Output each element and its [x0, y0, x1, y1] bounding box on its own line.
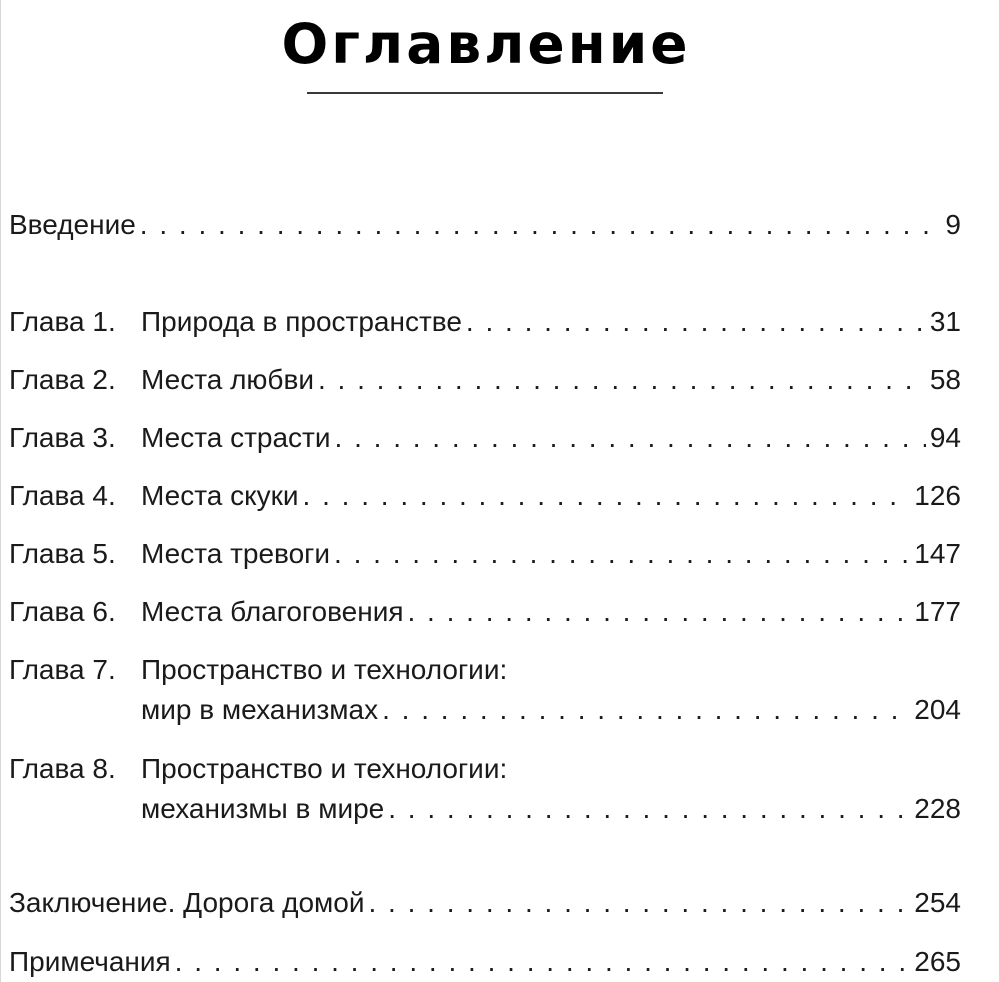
page-title: Оглавление	[281, 12, 691, 76]
toc-entry-chapter-label: Глава 7.	[9, 654, 116, 685]
dot-leader	[318, 360, 926, 400]
toc-entry-chapter-7[interactable]	[9, 650, 961, 690]
toc-entry-chapter-4[interactable]	[9, 476, 961, 516]
toc-entry-title: Места скуки	[141, 480, 299, 511]
toc-entry-notes[interactable]	[9, 942, 961, 982]
toc-entry-title: Места страсти	[141, 422, 331, 453]
dot-leader	[408, 592, 911, 632]
toc-entry-title: Заключение. Дорога домой	[9, 887, 365, 918]
toc-entry-chapter-label: Глава 4.	[9, 480, 116, 511]
toc-entry-introduction[interactable]	[9, 205, 961, 245]
toc-entry-chapter-label: Глава 5.	[9, 538, 116, 569]
toc-page	[1, 0, 1000, 982]
dot-leader	[466, 302, 926, 342]
toc-entry-page: 265	[914, 946, 961, 977]
toc-entry-chapter-7-continued[interactable]	[9, 690, 961, 730]
toc-entry-chapter-2[interactable]	[9, 360, 961, 400]
toc-entry-chapter-5[interactable]	[9, 534, 961, 574]
toc-entry-title-continued: механизмы в мире	[141, 793, 385, 824]
dot-leader	[388, 789, 910, 829]
dot-leader	[382, 690, 910, 730]
toc-entry-page: 204	[914, 694, 961, 725]
toc-entry-chapter-8[interactable]	[9, 749, 961, 789]
toc-entry-title: Пространство и технологии:	[141, 654, 508, 685]
toc-entry-title: Места любви	[141, 364, 314, 395]
title-underline	[307, 92, 663, 94]
toc-entry-title: Места благоговения	[141, 596, 404, 627]
toc-entry-chapter-6[interactable]	[9, 592, 961, 632]
toc-entry-title: Примечания	[9, 946, 171, 977]
toc-entry-title: Введение	[9, 209, 136, 240]
dot-leader	[335, 418, 926, 458]
toc-entry-chapter-label: Глава 3.	[9, 422, 116, 453]
toc-entry-chapter-3[interactable]	[9, 418, 961, 458]
toc-entry-title: Места тревоги	[141, 538, 331, 569]
toc-entry-chapter-8-continued[interactable]	[9, 789, 961, 829]
toc-entry-page: 147	[914, 538, 961, 569]
dot-leader	[334, 534, 910, 574]
toc-entry-page: 254	[914, 887, 961, 918]
toc-entry-page: 58	[929, 364, 961, 395]
toc-entry-chapter-label: Глава 1.	[9, 306, 116, 337]
toc-entry-page: 228	[914, 793, 961, 824]
toc-entry-page: 9	[945, 209, 961, 240]
toc-entry-chapter-label: Глава 2.	[9, 364, 116, 395]
toc-entry-page: 31	[929, 306, 961, 337]
dot-leader	[140, 205, 942, 245]
toc-entry-page: 177	[914, 596, 961, 627]
toc-entry-title: Пространство и технологии:	[141, 753, 508, 784]
dot-leader	[175, 942, 911, 982]
toc-entry-title-continued: мир в механизмах	[141, 694, 379, 725]
toc-entry-chapter-1[interactable]	[9, 302, 961, 342]
toc-entry-title: Природа в пространстве	[141, 306, 462, 337]
dot-leader	[368, 883, 910, 923]
toc-entry-chapter-label: Глава 8.	[9, 753, 116, 784]
toc-entry-page: 94	[929, 422, 961, 453]
dot-leader	[303, 476, 911, 516]
toc-entry-page: 126	[914, 480, 961, 511]
toc-entry-conclusion[interactable]	[9, 883, 961, 923]
toc-entry-chapter-label: Глава 6.	[9, 596, 116, 627]
